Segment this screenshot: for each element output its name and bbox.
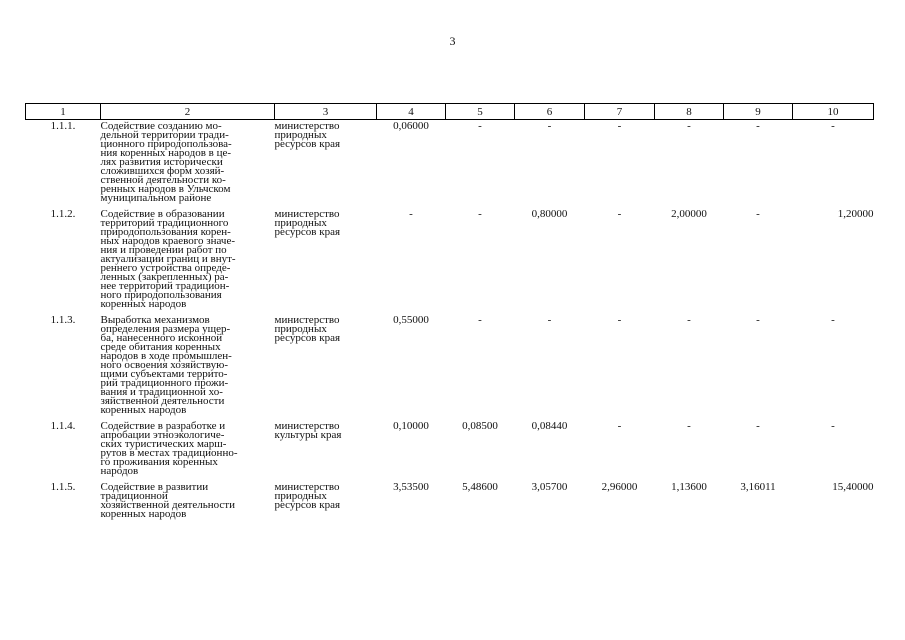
text-line: природных [274,323,327,335]
value-cell: - [687,120,691,132]
value-cell: - [478,120,482,132]
text-line: ресурсов края [274,499,341,511]
value-cell: - [756,420,760,432]
table-row [26,314,874,420]
text-line: ственной деятельности ко- [100,174,226,186]
text-line: ресурсов края [274,138,341,150]
text-line: природных [274,490,327,502]
value-cell: - [831,420,835,432]
value-cell: 0,55000 [393,314,429,326]
text-line: ционного природопользова- [100,138,232,150]
value-cell: 2,00000 [671,208,707,220]
text-line: министерство [274,420,340,432]
value-cell: 0,06000 [393,120,429,132]
value-cell: - [478,314,482,326]
text-line: ния и проведении работ по [100,244,227,256]
column-header: 3 [275,104,377,120]
text-line: ба, нанесенного исконной [100,332,223,344]
text-line: среде обитания коренных [100,341,221,353]
text-line: дельной территории тради- [100,129,229,141]
text-line: Содействие созданию мо- [100,120,222,132]
text-line: природных [274,129,327,141]
row-number: 1.1.5. [50,481,76,493]
text-line: народов в ходе промышлен- [100,350,232,362]
value-cell: 1,20000 [837,208,874,220]
activity-name [101,420,275,481]
value-cell: 15,40000 [832,481,874,493]
executor [275,481,377,524]
page-number: 3 [449,34,456,48]
text-line: рутов в местах традиционно- [100,447,238,459]
value-cell: 0,08500 [462,420,498,432]
value-cell: 3,53500 [393,481,429,493]
value-cell: 2,96000 [601,481,638,493]
executor [275,208,377,314]
text-line: нее территорий традицион- [100,280,230,292]
text-line: ного природопользования [100,289,222,301]
text-line: министерство [274,208,340,220]
text-line: культуры края [274,429,342,441]
value-cell: - [831,314,835,326]
value-cell: - [478,208,482,220]
text-line: рий традиционного прожи- [100,377,229,389]
table-row [26,481,874,524]
text-line: лях развития исторически [100,156,223,168]
value-cell: - [409,208,413,220]
text-line: природопользования корен- [100,226,231,238]
text-line: муниципальном районе [100,192,212,204]
text-line: зяйственной деятельности [100,395,225,407]
table-row [26,208,874,314]
row-number: 1.1.3. [50,314,76,326]
text-line: традиционной [100,490,168,502]
text-line: народов [100,465,139,477]
text-line: Содействие в разработке и [100,420,226,432]
text-line: щими субъектами террито- [100,368,228,380]
text-line: министерство [274,481,340,493]
executor [275,314,377,420]
text-line: апробации этноэкологиче- [100,429,225,441]
text-line: вания и традиционной хо- [100,386,223,398]
text-line: ренных народов в Ульчском [100,183,231,195]
value-cell: 3,16011 [740,481,776,493]
column-header: 5 [446,104,515,120]
text-line: актуализации границ и внут- [100,253,236,265]
column-header: 4 [377,104,446,120]
value-cell: 5,48600 [462,481,498,493]
text-line: Выработка механизмов [100,314,210,326]
value-cell: 0,10000 [393,420,429,432]
activity-name [101,208,275,314]
text-line: определения размера ущер- [100,323,231,335]
table-row [26,120,874,209]
header-row [26,104,874,120]
value-cell: - [687,420,691,432]
activity-name [101,314,275,420]
text-line: коренных народов [100,508,187,520]
text-line: сложившихся форм хозяй- [100,165,225,177]
value-cell: - [756,208,760,220]
text-line: коренных народов [100,404,187,416]
value-cell: - [831,120,835,132]
executor [275,420,377,481]
row-number: 1.1.1. [50,120,76,132]
text-line: коренных народов [100,298,187,310]
row-number: 1.1.4. [50,420,76,432]
text-line: го проживания коренных [100,456,218,468]
text-line: Содействие в развитии [100,481,209,493]
column-header: 1 [26,104,101,120]
text-line: министерство [274,314,340,326]
table-row [26,420,874,481]
value-cell: - [617,120,622,132]
column-header: 2 [101,104,275,120]
text-line: ресурсов края [274,332,341,344]
text-line: ного освоения хозяйствую- [100,359,229,371]
value-cell: - [547,120,552,132]
value-cell: - [617,208,622,220]
column-header: 6 [515,104,585,120]
program-table [25,103,874,524]
column-header: 9 [724,104,793,120]
value-cell: - [617,314,622,326]
text-line: министерство [274,120,340,132]
executor [275,120,377,209]
column-header: 7 [585,104,655,120]
text-line: территорий традиционного [100,217,229,229]
column-header: 8 [655,104,724,120]
value-cell: 0,08440 [531,420,568,432]
text-line: природных [274,217,327,229]
text-line: ресурсов края [274,226,341,238]
text-line: Содействие в образовании [100,208,225,220]
value-cell: 3,05700 [531,481,568,493]
value-cell: - [617,420,622,432]
text-line: ских туристических марш- [100,438,227,450]
value-cell: - [547,314,552,326]
value-cell: - [687,314,691,326]
activity-name [101,481,275,524]
value-cell: 0,80000 [531,208,568,220]
value-cell: 1,13600 [671,481,707,493]
activity-name [101,120,275,209]
column-header: 10 [793,104,874,120]
value-cell: - [756,120,760,132]
text-line: ных народов краевого значе- [100,235,235,247]
value-cell: - [756,314,760,326]
text-line: ленных (закрепленных) ра- [100,271,229,283]
text-line: реннего устройства опреде- [100,262,231,274]
text-line: хозяйственной деятельности [100,499,235,511]
row-number: 1.1.2. [50,208,76,220]
text-line: ния коренных народов в це- [100,147,232,159]
